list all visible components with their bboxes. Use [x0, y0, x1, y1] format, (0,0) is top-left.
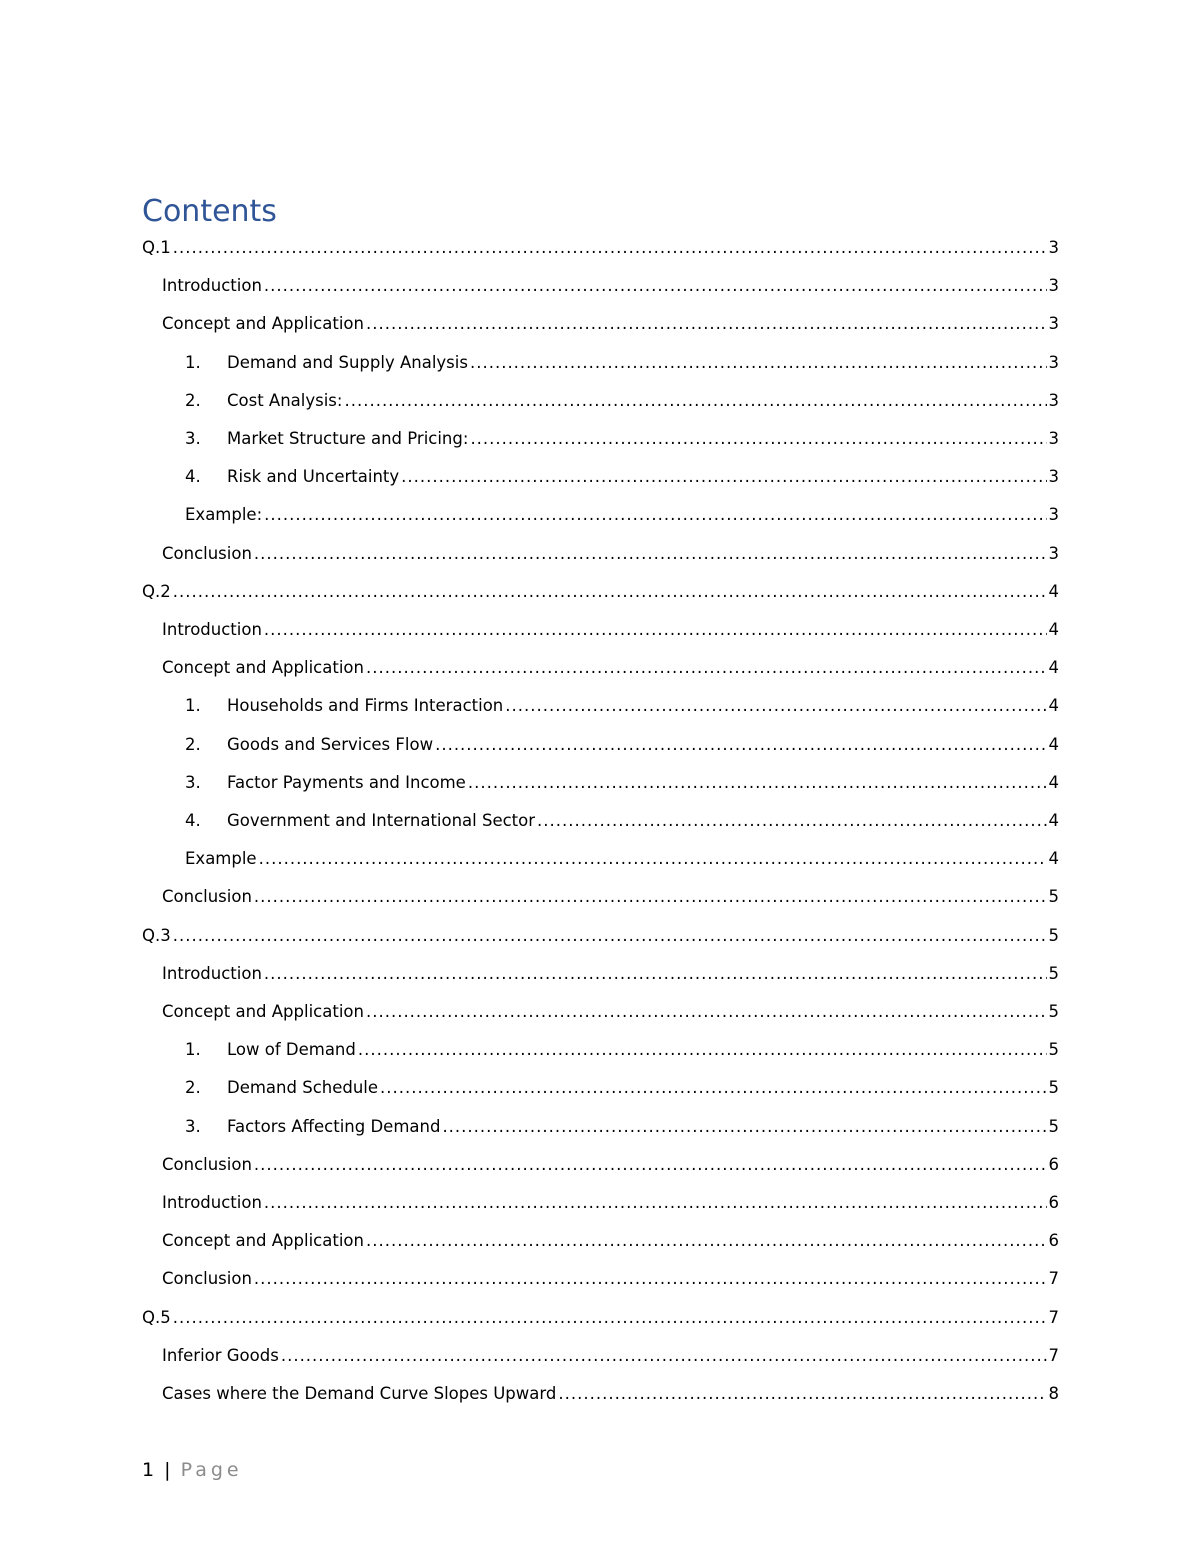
- toc-entry[interactable]: [142, 236, 1059, 260]
- toc-dot-leader: [173, 1306, 1047, 1330]
- toc-entry-label: Q.5: [142, 1308, 171, 1327]
- toc-entry-number: 1.: [185, 696, 201, 715]
- toc-dot-leader: [366, 1229, 1047, 1253]
- toc-dot-leader: [366, 656, 1047, 680]
- toc-entry[interactable]: [185, 733, 1059, 757]
- toc-entry-number: 3.: [185, 429, 201, 448]
- toc-entry-label: Factor Payments and Income: [227, 773, 466, 792]
- toc-entry-label: Concept and Application: [162, 314, 364, 333]
- toc-entry[interactable]: [162, 1344, 1059, 1368]
- toc-entry-label: Demand Schedule: [227, 1078, 379, 1097]
- toc-dot-leader: [505, 694, 1046, 718]
- toc-entry[interactable]: [185, 847, 1059, 871]
- toc-entry-page: 3: [1048, 544, 1059, 563]
- toc-entry-label: Example: [185, 849, 257, 868]
- toc-entry-page: 4: [1048, 735, 1059, 754]
- toc-entry-label: Q.3: [142, 926, 171, 945]
- toc-entry-number: 3.: [185, 1117, 201, 1136]
- toc-entry-label: Concept and Application: [162, 658, 364, 677]
- footer-page-word: Page: [180, 1459, 243, 1481]
- toc-entry-page: 4: [1048, 811, 1059, 830]
- toc-entry-number: 1.: [185, 353, 201, 372]
- toc-entry-label: Households and Firms Interaction: [227, 696, 504, 715]
- toc-entry-page: 3: [1048, 276, 1059, 295]
- toc-dot-leader: [344, 389, 1046, 413]
- toc-entry[interactable]: [185, 389, 1059, 413]
- toc-entry-label: Conclusion: [162, 1269, 252, 1288]
- toc-entry-page: 4: [1048, 658, 1059, 677]
- toc-dot-leader: [173, 924, 1047, 948]
- toc-entry-label: Factors Affecting Demand: [227, 1117, 441, 1136]
- toc-entry-page: 6: [1048, 1155, 1059, 1174]
- toc-entry-page: 4: [1048, 849, 1059, 868]
- toc-entry[interactable]: [185, 694, 1059, 718]
- toc-entry[interactable]: [185, 1115, 1059, 1139]
- toc-entry[interactable]: [142, 924, 1059, 948]
- toc-dot-leader: [254, 542, 1047, 566]
- toc-dot-leader: [254, 885, 1047, 909]
- toc-dot-leader: [264, 962, 1047, 986]
- toc-entry[interactable]: [162, 274, 1059, 298]
- footer-page-number: 1: [142, 1459, 155, 1481]
- toc-entry-page: 8: [1048, 1384, 1059, 1403]
- toc-entry[interactable]: [162, 656, 1059, 680]
- toc-entry[interactable]: [162, 1000, 1059, 1024]
- toc-entry[interactable]: [162, 312, 1059, 336]
- toc-entry[interactable]: [162, 1229, 1059, 1253]
- footer-separator: |: [164, 1459, 171, 1481]
- toc-entry-label: Cost Analysis:: [227, 391, 343, 410]
- toc-entry-label: Concept and Application: [162, 1002, 364, 1021]
- toc-dot-leader: [173, 580, 1047, 604]
- toc-entry-label: Conclusion: [162, 1155, 252, 1174]
- toc-entry-number: 4.: [185, 811, 201, 830]
- toc-entry-page: 3: [1048, 391, 1059, 410]
- toc-entry-page: 7: [1048, 1346, 1059, 1365]
- toc-entry-label: Q.1: [142, 238, 171, 257]
- toc-entry-page: 5: [1048, 1002, 1059, 1021]
- toc-dot-leader: [264, 618, 1047, 642]
- toc-dot-leader: [401, 465, 1046, 489]
- toc-entry[interactable]: [162, 542, 1059, 566]
- toc-entry-label: Example:: [185, 505, 263, 524]
- toc-entry-label: Cases where the Demand Curve Slopes Upward: [162, 1384, 557, 1403]
- toc-entry-page: 5: [1048, 964, 1059, 983]
- toc-dot-leader: [254, 1267, 1047, 1291]
- toc-dot-leader: [173, 236, 1047, 260]
- toc-entry-label: Introduction: [162, 620, 262, 639]
- toc-entry-page: 5: [1048, 1117, 1059, 1136]
- toc-entry-label: Concept and Application: [162, 1231, 364, 1250]
- toc-entry-page: 5: [1048, 926, 1059, 945]
- toc-entry[interactable]: [185, 503, 1059, 527]
- toc-entry-page: 3: [1048, 238, 1059, 257]
- toc-entry[interactable]: [162, 1382, 1059, 1406]
- toc-title: Contents: [142, 194, 277, 229]
- toc-entry-label: Government and International Sector: [227, 811, 536, 830]
- toc-entry[interactable]: [162, 885, 1059, 909]
- toc-entry[interactable]: [142, 1306, 1059, 1330]
- toc-entry-page: 7: [1048, 1308, 1059, 1327]
- toc-entry-label: Q.2: [142, 582, 171, 601]
- toc-entry-number: 2.: [185, 735, 201, 754]
- page-footer: [142, 1456, 243, 1484]
- toc-entry-label: Conclusion: [162, 544, 252, 563]
- toc-entry-page: 3: [1048, 505, 1059, 524]
- toc-dot-leader: [366, 1000, 1047, 1024]
- toc-entry-label: Risk and Uncertainty: [227, 467, 400, 486]
- toc-dot-leader: [380, 1076, 1046, 1100]
- toc-dot-leader: [358, 1038, 1047, 1062]
- toc-entry-page: 4: [1048, 620, 1059, 639]
- toc-dot-leader: [259, 847, 1047, 871]
- toc-entry[interactable]: [162, 1191, 1059, 1215]
- toc-entry-page: 3: [1048, 429, 1059, 448]
- toc-entry-number: 4.: [185, 467, 201, 486]
- toc-entry[interactable]: [142, 580, 1059, 604]
- toc-entry-label: Conclusion: [162, 887, 252, 906]
- toc-entry-page: 3: [1048, 314, 1059, 333]
- toc-entry-number: 2.: [185, 1078, 201, 1097]
- toc-entry-number: 2.: [185, 391, 201, 410]
- toc-dot-leader: [442, 1115, 1046, 1139]
- toc-dot-leader: [264, 274, 1047, 298]
- toc-entry-label: Introduction: [162, 1193, 262, 1212]
- toc-dot-leader: [435, 733, 1046, 757]
- toc-entry[interactable]: [185, 351, 1059, 375]
- toc-entry-page: 6: [1048, 1231, 1059, 1250]
- toc-entry[interactable]: [185, 427, 1059, 451]
- toc-dot-leader: [366, 312, 1047, 336]
- toc-dot-leader: [470, 427, 1046, 451]
- toc-entry-label: Low of Demand: [227, 1040, 356, 1059]
- toc-entry-label: Introduction: [162, 964, 262, 983]
- toc-entry-label: Goods and Services Flow: [227, 735, 434, 754]
- toc-entry-number: 1.: [185, 1040, 201, 1059]
- toc-entry-page: 4: [1048, 773, 1059, 792]
- toc-entry-label: Introduction: [162, 276, 262, 295]
- toc-entry-page: 5: [1048, 887, 1059, 906]
- toc-entry[interactable]: [185, 809, 1059, 833]
- toc-dot-leader: [468, 771, 1047, 795]
- toc-entry-page: 3: [1048, 353, 1059, 372]
- toc-entry[interactable]: [185, 771, 1059, 795]
- toc-entry-label: Market Structure and Pricing:: [227, 429, 469, 448]
- toc-entry[interactable]: [162, 1153, 1059, 1177]
- toc-entry-label: Inferior Goods: [162, 1346, 279, 1365]
- toc-entry-page: 7: [1048, 1269, 1059, 1288]
- toc-entry-number: 3.: [185, 773, 201, 792]
- toc-entry[interactable]: [185, 1038, 1059, 1062]
- toc-entry[interactable]: [162, 618, 1059, 642]
- toc-dot-leader: [470, 351, 1047, 375]
- toc-entry[interactable]: [162, 1267, 1059, 1291]
- toc-entry-page: 4: [1048, 696, 1059, 715]
- toc-dot-leader: [558, 1382, 1046, 1406]
- toc-entry-label: Demand and Supply Analysis: [227, 353, 468, 372]
- toc-entry-page: 3: [1048, 467, 1059, 486]
- toc-dot-leader: [537, 809, 1046, 833]
- toc-entry[interactable]: [185, 1076, 1059, 1100]
- toc-dot-leader: [264, 1191, 1047, 1215]
- toc-entry-page: 4: [1048, 582, 1059, 601]
- toc-dot-leader: [281, 1344, 1047, 1368]
- toc-entry-page: 6: [1048, 1193, 1059, 1212]
- toc-entry[interactable]: [185, 465, 1059, 489]
- toc-entry-page: 5: [1048, 1040, 1059, 1059]
- toc-dot-leader: [264, 503, 1046, 527]
- toc-entry[interactable]: [162, 962, 1059, 986]
- toc-dot-leader: [254, 1153, 1047, 1177]
- toc-entry-page: 5: [1048, 1078, 1059, 1097]
